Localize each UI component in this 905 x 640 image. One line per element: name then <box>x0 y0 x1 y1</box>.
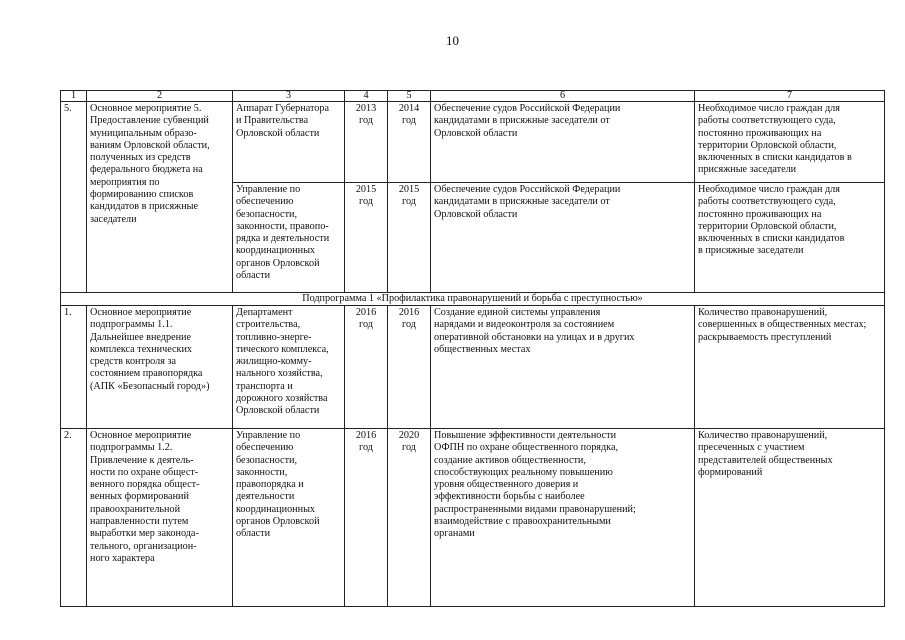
page-number: 10 <box>446 33 459 48</box>
start-year-cell: 2013 год <box>345 102 388 183</box>
result-cell: Повышение эффективности деятельности ОФПН по охране общественного порядка, создание активов общественности, способствующих реальному повышению уровня общественного доверия и эффективности борьбы с наиболее распространенными видами правонарушений; взаимодействие с правоохранительными органами <box>431 429 695 607</box>
executor-cell: Аппарат Губернатора и Правительства Орловской области <box>233 102 345 183</box>
header-cell: 7 <box>695 91 885 102</box>
activity-cell: Основное мероприятие подпрограммы 1.1. Дальнейшее внедрение комплекса технических средств контроля за состоянием правопорядка (АПК «Безопасный город») <box>87 306 233 429</box>
result-cell: Создание единой системы управления нарядами и видеоконтроля за состоянием оперативной обстановки на улицах и в других общественных местах <box>431 306 695 429</box>
executor-cell: Департамент строительства, топливно-энерге- тического комплекса, жилищно-комму- нального хозяйства, транспорта и дорожного хозяйства Орловской области <box>233 306 345 429</box>
header-cell: 1 <box>61 91 87 102</box>
subprogram-title: Подпрограмма 1 «Профилактика правонарушений и борьба с преступностью» <box>61 293 885 306</box>
row-number: 1. <box>61 306 87 429</box>
header-cell: 3 <box>233 91 345 102</box>
header-cell: 2 <box>87 91 233 102</box>
header-row <box>61 91 885 102</box>
program-table <box>60 90 885 607</box>
end-year-cell: 2015 год <box>388 183 431 293</box>
header-cell: 6 <box>431 91 695 102</box>
indicator-cell: Необходимое число граждан для работы соответствующего суда, постоянно проживающих на территории Орловской области, включенных в списки кандидатов в присяжные заседатели <box>695 183 885 293</box>
row-number: 2. <box>61 429 87 607</box>
result-cell: Обеспечение судов Российской Федерации кандидатами в присяжные заседатели от Орловской области <box>431 102 695 183</box>
indicator-cell: Количество правонарушений, пресеченных с участием представителей общественных формирований <box>695 429 885 607</box>
activity-cell: Основное мероприятие 5. Предоставление субвенций муниципальным образо- ваниям Орловской области, полученных из средств федерального бюджета на мероприятия по формированию списков кандидатов в присяжные заседатели <box>87 102 233 293</box>
end-year-cell: 2016 год <box>388 306 431 429</box>
end-year-cell: 2014 год <box>388 102 431 183</box>
start-year-cell: 2015 год <box>345 183 388 293</box>
indicator-cell: Количество правонарушений, совершенных в общественных местах; раскрываемость преступлений <box>695 306 885 429</box>
row-number: 5. <box>61 102 87 293</box>
subprogram-row <box>61 293 885 306</box>
activity-cell: Основное мероприятие подпрограммы 1.2. Привлечение к деятель- ности по охране общест- венного порядка общест- венных формирований правоохранительной направленности путем выработки мер законода- тельного, организацион- ного характера <box>87 429 233 607</box>
table-row <box>61 306 885 429</box>
result-cell: Обеспечение судов Российской Федерации кандидатами в присяжные заседатели от Орловской области <box>431 183 695 293</box>
table-row <box>61 102 885 183</box>
start-year-cell: 2016 год <box>345 306 388 429</box>
executor-cell: Управление по обеспечению безопасности, законности, правопорядка и деятельности координационных органов Орловской области <box>233 429 345 607</box>
end-year-cell: 2020 год <box>388 429 431 607</box>
executor-cell: Управление по обеспечению безопасности, законности, правопо- рядка и деятельности координационных органов Орловской области <box>233 183 345 293</box>
table-row <box>61 429 885 607</box>
header-cell: 4 <box>345 91 388 102</box>
start-year-cell: 2016 год <box>345 429 388 607</box>
indicator-cell: Необходимое число граждан для работы соответствующего суда, постоянно проживающих на территории Орловской области, включенных в списки кандидатов в присяжные заседатели <box>695 102 885 183</box>
header-cell: 5 <box>388 91 431 102</box>
